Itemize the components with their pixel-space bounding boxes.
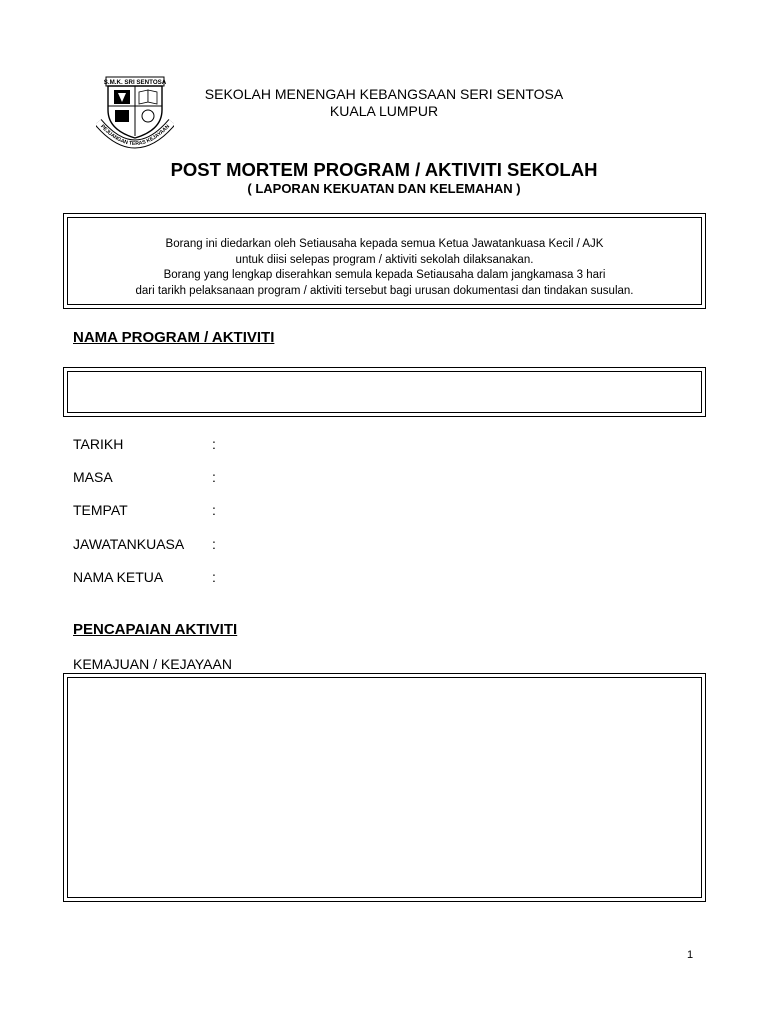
field-label: NAMA KETUA xyxy=(73,569,164,585)
achievement-heading: PENCAPAIAN AKTIVITI xyxy=(73,621,238,638)
document-subtitle: ( LAPORAN KEKUATAN DAN KELEMAHAN ) xyxy=(247,181,521,196)
progress-label: KEMAJUAN / KEJAYAAN xyxy=(73,656,232,672)
notice-line: Borang yang lengkap diserahkan semula kepada Setiausaha dalam jangkamasa 3 hari xyxy=(163,269,606,281)
notice-line: untuk diisi selepas program / aktiviti sekolah dilaksanakan. xyxy=(235,253,534,266)
field-label: TARIKH xyxy=(73,436,124,452)
progress-field[interactable] xyxy=(67,677,702,898)
notice-line: Borang ini diedarkan oleh Setiausaha kepada semua Ketua Jawatankuasa Kecil / AJK xyxy=(165,238,604,250)
notice-line: dari tarikh pelaksanaan program / aktiviti tersebut bagi urusan dokumentasi dan tindakan susulan. xyxy=(135,284,634,297)
progress-box[interactable] xyxy=(63,673,706,902)
program-name-heading: NAMA PROGRAM / AKTIVITI xyxy=(73,329,275,346)
field-colon: : xyxy=(212,469,216,485)
document-title: POST MORTEM PROGRAM / AKTIVITI SEKOLAH xyxy=(170,159,598,180)
school-city: KUALA LUMPUR xyxy=(329,103,439,119)
field-label: MASA xyxy=(73,469,113,485)
notice-inner xyxy=(67,217,702,305)
program-name-field[interactable] xyxy=(67,371,702,413)
school-logo xyxy=(96,76,174,154)
field-colon: : xyxy=(212,536,216,552)
logo-ribbon-text: PEJUANGAN TERAS KEJAYAAN xyxy=(99,123,171,148)
field-colon: : xyxy=(212,502,216,518)
school-header xyxy=(178,86,590,120)
field-colon: : xyxy=(212,569,216,585)
logo-top-text: S.M.K. SRI SENTOSA xyxy=(103,79,167,86)
school-name: SEKOLAH MENENGAH KEBANGSAAN SERI SENTOSA xyxy=(204,86,564,102)
field-colon: : xyxy=(212,436,216,452)
field-label: TEMPAT xyxy=(73,502,128,518)
field-label: JAWATANKUASA xyxy=(73,536,185,552)
notice-box xyxy=(63,213,706,309)
program-name-box[interactable] xyxy=(63,367,706,417)
page-number: 1 xyxy=(687,949,694,961)
